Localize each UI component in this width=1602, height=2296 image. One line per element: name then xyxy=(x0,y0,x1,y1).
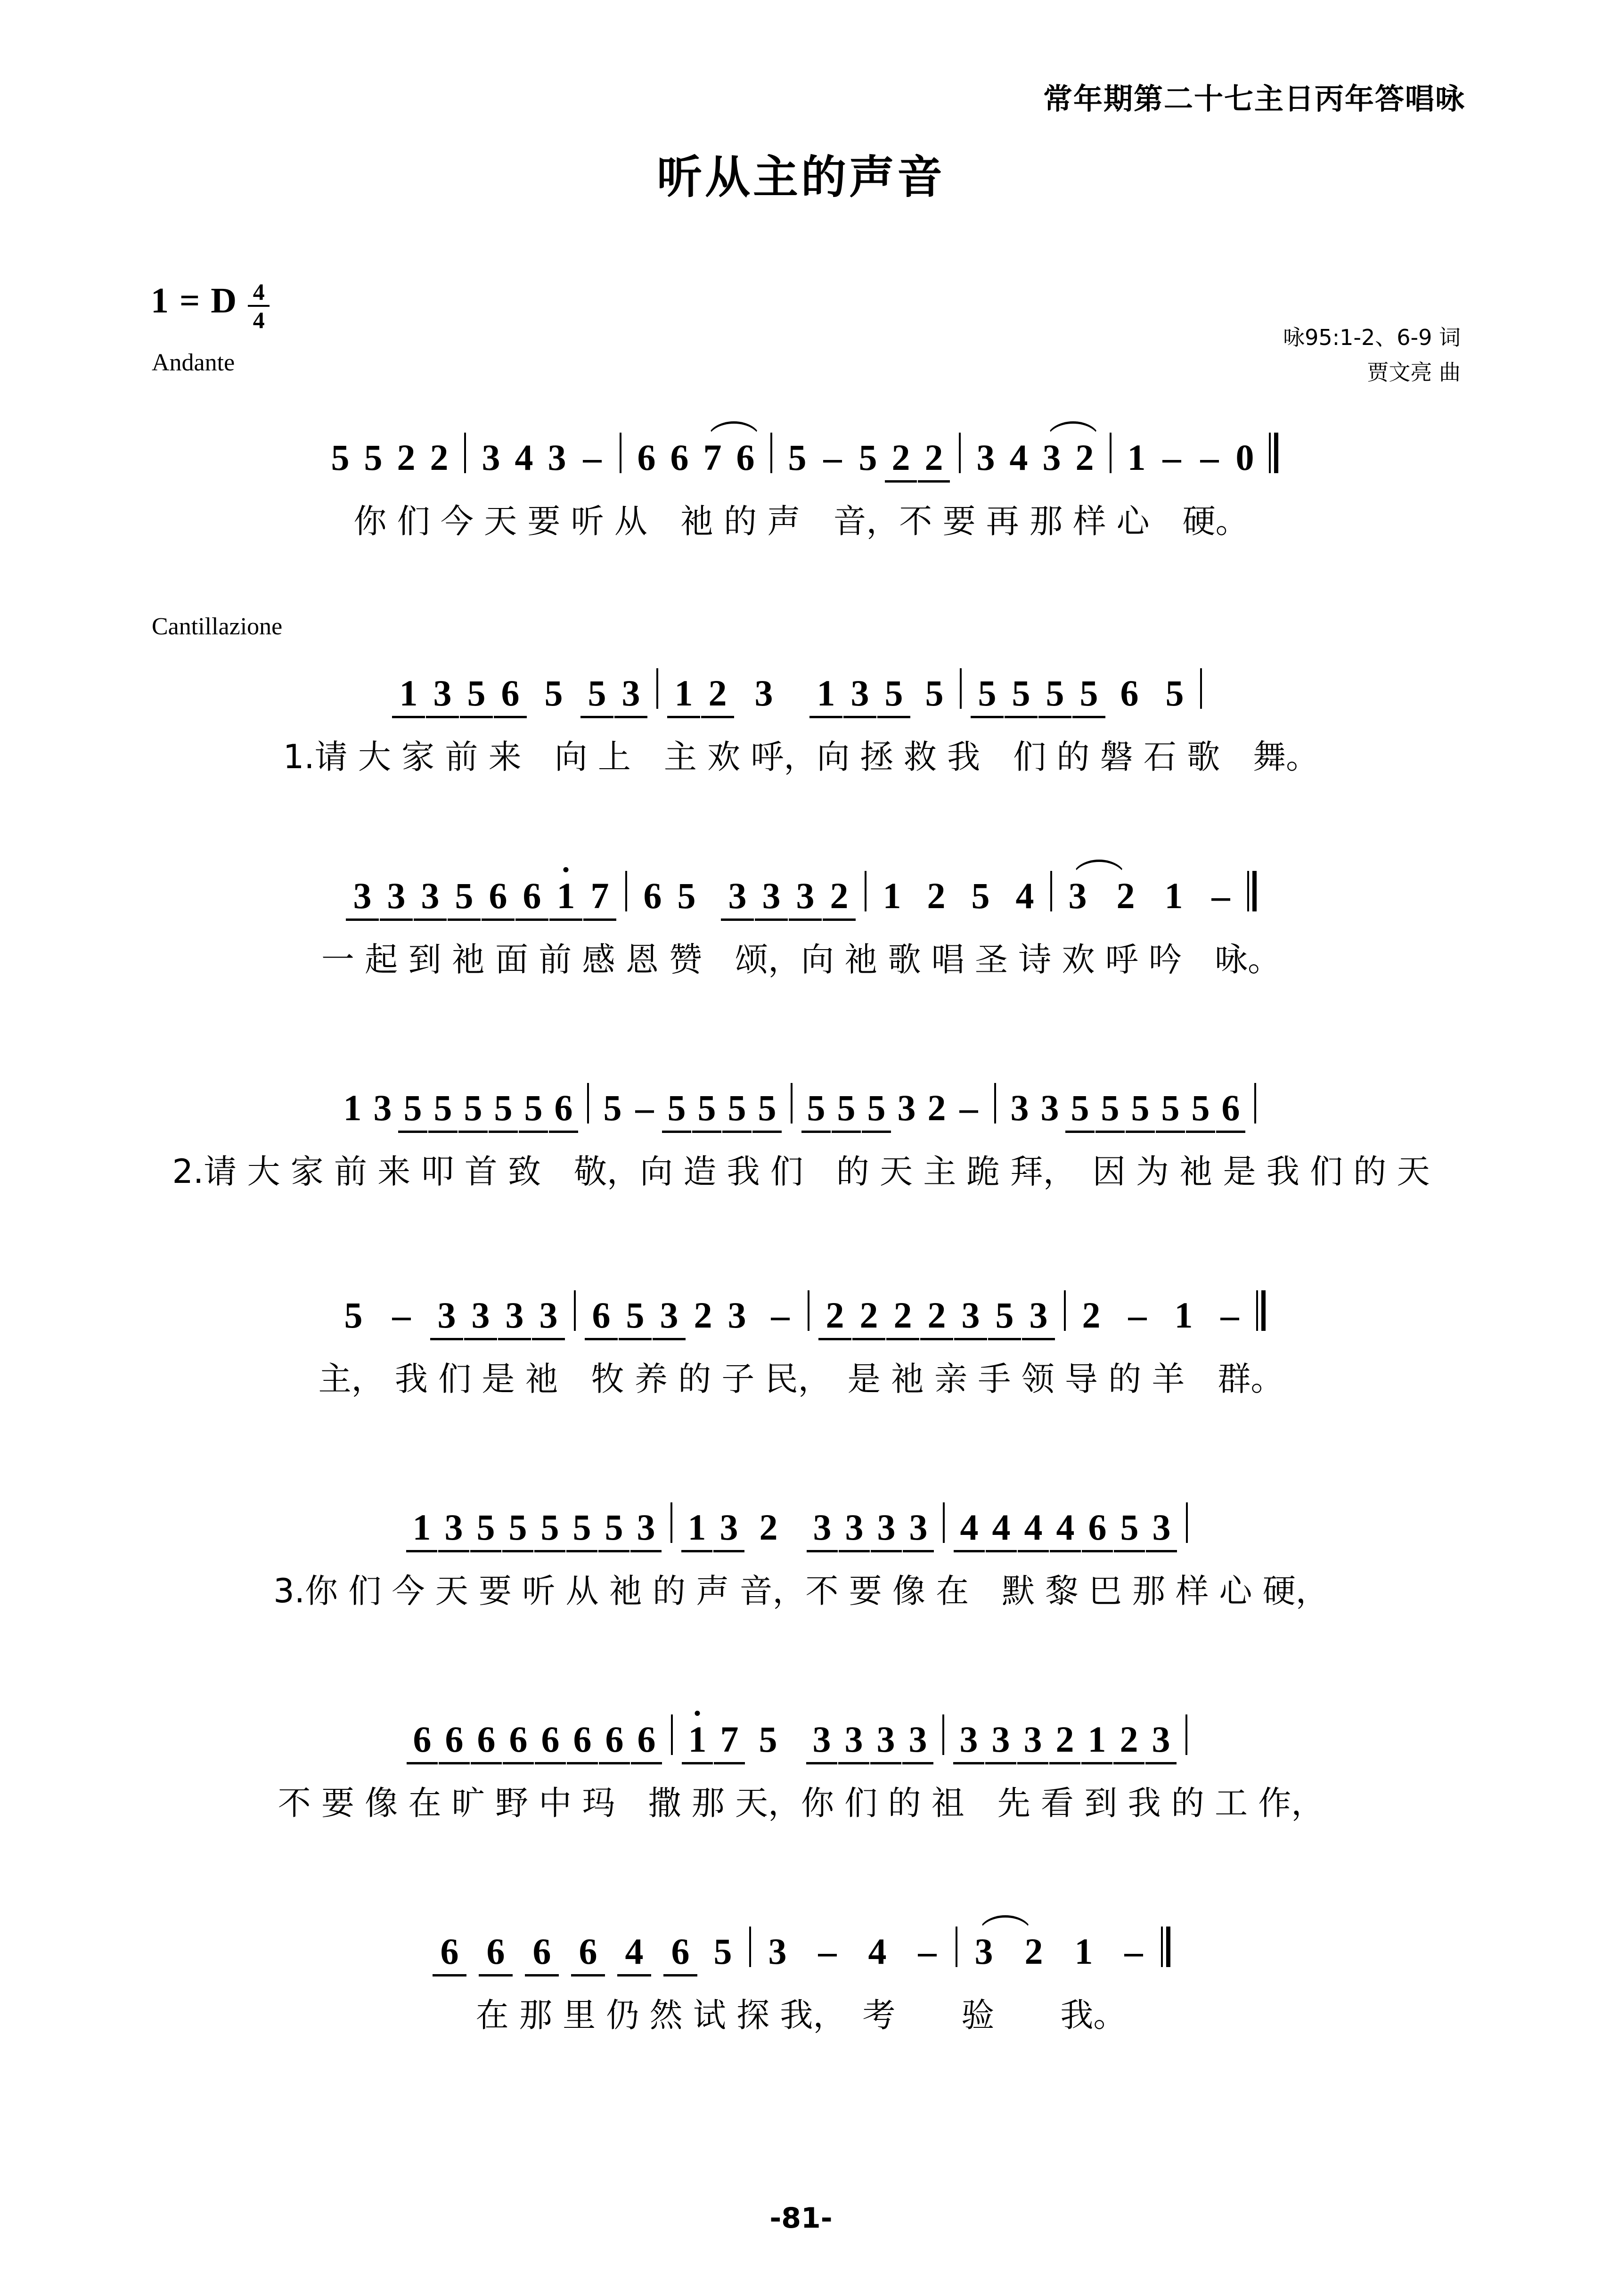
meter-numerator: 4 xyxy=(253,279,265,305)
key-label: 1 = D xyxy=(151,281,238,320)
music-system-verse1-line2 xyxy=(0,862,1602,981)
notation-row: 1 3 5 6 5 5 3 1 2 3 1 3 5 5 5 5 5 5 6 5 xyxy=(0,660,1602,712)
music-system-verse3-line3 xyxy=(0,1918,1602,2036)
barline xyxy=(791,1083,793,1123)
barline xyxy=(1254,1083,1256,1123)
barline xyxy=(956,1927,957,1967)
barline xyxy=(865,871,866,911)
final-barline xyxy=(1269,433,1278,473)
barline xyxy=(1185,1714,1187,1755)
notation-row: 1 3 5 5 5 5 5 6 5 – 5 5 5 5 5 5 5 3 2 – 3 3 5 5 5 5 5 6 xyxy=(0,1074,1602,1126)
barline xyxy=(1110,433,1112,473)
music-system-verse3-line2 xyxy=(0,1706,1602,1824)
barline xyxy=(959,433,961,473)
barline xyxy=(1200,668,1202,709)
music-system-verse2-line1 xyxy=(0,1074,1602,1193)
time-signature xyxy=(248,280,270,332)
lyrics-line: 主， 我 们 是 祂 牧 养 的 子 民， 是 祂 亲 手 领 导 的 羊 群。 xyxy=(318,1360,1284,1398)
barline xyxy=(587,1083,589,1123)
barline xyxy=(656,668,658,709)
barline xyxy=(620,433,621,473)
barline xyxy=(943,1502,945,1543)
final-barline xyxy=(1161,1927,1170,1967)
barline xyxy=(671,1714,673,1755)
page-number: -81- xyxy=(769,2202,833,2235)
barline xyxy=(625,871,627,911)
barline xyxy=(942,1714,944,1755)
notation-row: 3 3 3 5 6 6 1 7 6 5 3 3 3 2 1 2 5 4 3 2 1 – xyxy=(0,862,1602,914)
music-system-verse1-line1 xyxy=(0,660,1602,778)
barline xyxy=(1050,871,1052,911)
notation-row: 5 5 2 2 3 4 3 – 6 6 7 6 5 – 5 2 2 3 4 3 2 1 – – 0 xyxy=(0,424,1602,476)
section-marking: Cantillazione xyxy=(152,613,283,640)
music-system-verse3-line1 xyxy=(0,1494,1602,1612)
barline xyxy=(464,433,466,473)
slur xyxy=(979,1915,1032,1934)
barline xyxy=(808,1290,809,1331)
notation-row: 6 6 6 6 4 6 5 3 – 4 – 3 2 1 – xyxy=(0,1918,1602,1970)
notation-row: 6 6 6 6 6 6 6 6 1 7 5 3 3 3 3 3 3 3 2 1 2 3 xyxy=(0,1706,1602,1758)
lyrics-line: 在 那 里 仍 然 试 探 我， 考 验 我。 xyxy=(475,1996,1127,2034)
final-barline xyxy=(1247,871,1257,911)
lyrics-line: 你 们 今 天 要 听 从 祂 的 声 音，不 要 再 那 样 心 硬。 xyxy=(353,502,1249,541)
lyrics-line: 一 起 到 祂 面 前 感 恩 赞 颂，向 祂 歌 唱 圣 诗 欢 呼 吟 咏。 xyxy=(321,940,1281,979)
barline xyxy=(670,1502,672,1543)
barline xyxy=(994,1083,996,1123)
final-barline xyxy=(1256,1290,1266,1331)
notation-row: 1 3 5 5 5 5 5 3 1 3 2 3 3 3 3 4 4 4 4 6 5 3 xyxy=(0,1494,1602,1546)
tempo-marking: Andante xyxy=(152,349,235,376)
text-source-credit: 咏95:1-2、6-9 词 xyxy=(1283,325,1461,350)
credits-block xyxy=(1283,320,1461,390)
liturgy-heading: 常年期第二十七主日丙年答唱咏 xyxy=(1043,82,1465,116)
lyrics-line: 2.请 大 家 前 来 叩 首 致 敬，向 造 我 们 的 天 主 跪 拜， 因 为 祂 是 我 们 的 天 xyxy=(172,1152,1430,1191)
barline xyxy=(574,1290,576,1331)
meter-denominator: 4 xyxy=(253,307,265,333)
barline xyxy=(1064,1290,1066,1331)
barline xyxy=(770,433,772,473)
notation-row: 5 – 3 3 3 3 6 5 3 2 3 – 2 2 2 2 3 5 3 2 – 1 – xyxy=(0,1282,1602,1334)
barline xyxy=(960,668,962,709)
music-system-refrain xyxy=(0,424,1602,542)
barline xyxy=(749,1927,751,1967)
music-system-verse2-line2 xyxy=(0,1282,1602,1400)
lyrics-line: 1.请 大 家 前 来 向 上 主 欢 呼，向 拯 救 我 们 的 磐 石 歌 舞。 xyxy=(283,738,1319,776)
key-signature-block xyxy=(151,279,270,335)
lyrics-line: 不 要 像 在 旷 野 中 玛 撒 那 天，你 们 的 祖 先 看 到 我 的 工 作， xyxy=(278,1784,1324,1822)
barline xyxy=(1186,1502,1188,1543)
lyrics-line: 3.你 们 今 天 要 听 从 祂 的 声 音，不 要 像 在 默 黎 巴 那 样 心 硬， xyxy=(273,1572,1329,1610)
composer-credit: 贾文亮 曲 xyxy=(1367,359,1461,385)
page-title: 听从主的声音 xyxy=(657,151,945,204)
